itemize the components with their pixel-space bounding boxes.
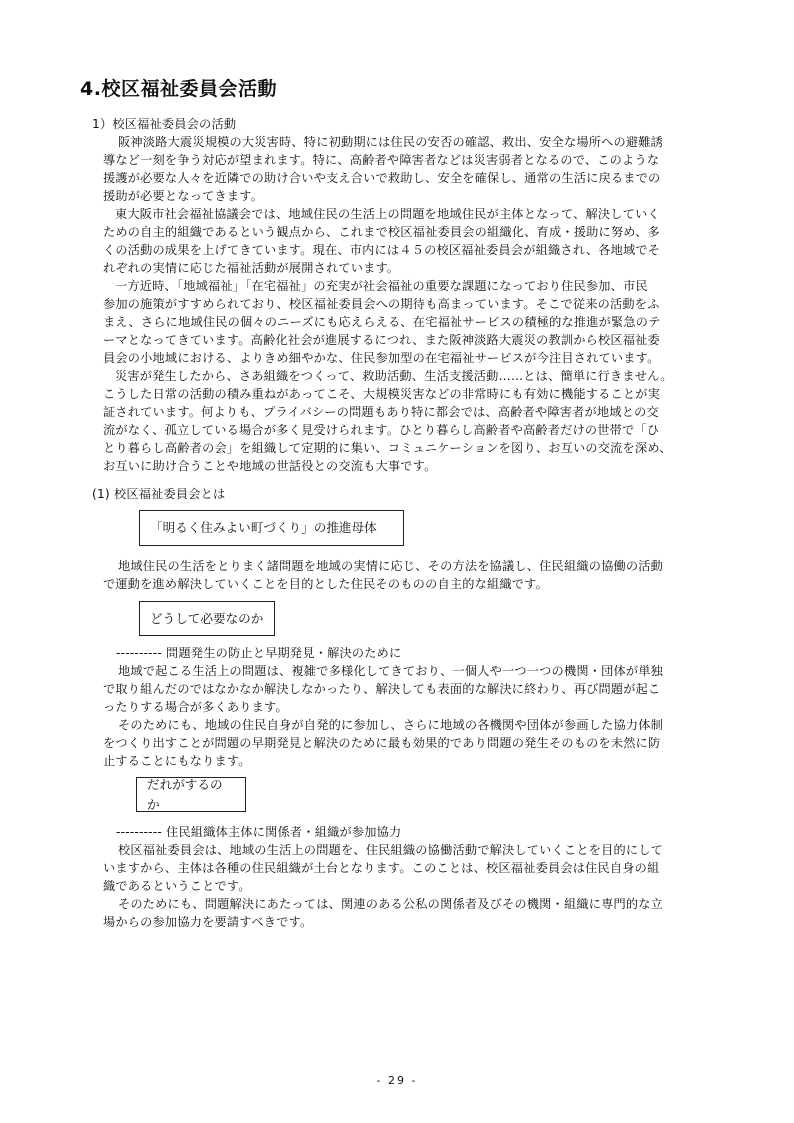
paragraph-line: ーマとなってきています。高齢化社会が進展するにつれ、また阪神淡路大震災の教訓から校区福祉委 bbox=[103, 333, 660, 347]
paragraph-line: まえ、さらに地域住民の個々のニーズにも応えらえる、在宅福祉サービスの積極的な推進が緊急のテ bbox=[103, 315, 661, 329]
paragraph-line: 阪神淡路大震災規模の大災害時、特に初動期には住民の安否の確認、救出、安全な場所への避難誘 bbox=[118, 135, 664, 149]
paragraph-line: 災害が発生したから、さあ組織をつくって、救助活動、生活支援活動……とは、簡単に行きません。 bbox=[115, 369, 673, 383]
paragraph-line: 校区福祉委員会は、地域の生活上の問題を、住民組織の協働活動で解決していくことを目的にして bbox=[118, 843, 664, 857]
paragraph-line: 地域で起こる生活上の問題は、複雑で多様化してきており、一個人や一つ一つの機関・団体が単独 bbox=[118, 664, 664, 678]
paragraph-line: いますから、主体は各種の住民組織が土台となります。このことは、校区福祉委員会は住民自身の組 bbox=[103, 861, 660, 875]
callout-label: 「明るく住みよい町づくり」の推進母体 bbox=[150, 520, 377, 535]
paragraph-line: 一方近時、「地域福祉」「在宅福祉」の充実が社会福祉の重要な課題になっており住民参加、市民 bbox=[115, 279, 648, 293]
paragraph-line: 参加の施策がすすめられており、校区福祉委員会への期待も高まっています。そこで従来の活動をふ bbox=[103, 297, 660, 311]
subsection-heading-activities: 1）校区福祉委員会の活動 bbox=[92, 117, 237, 131]
paragraph-line: 場からの参加協力を要請すべきです。 bbox=[103, 915, 313, 929]
paragraph-line: で運動を進め解決していくことを目的とした住民そのものの自主的な組織です。 bbox=[103, 577, 548, 591]
paragraph-line: 東大阪市社会福祉協議会では、地域住民の生活上の問題を地域住民が主体となって、解決していく bbox=[115, 207, 660, 221]
paragraph-line: 導など一刻を争う対応が望まれます。特に、高齢者や障害者などは災害弱者となるので、このような bbox=[103, 153, 660, 167]
paragraph-line: 織であるということです。 bbox=[103, 879, 251, 893]
paragraph-line: こうした日常の活動の積み重ねがあってこそ、大規模災害などの非常時にも有効に機能することが実 bbox=[103, 387, 661, 401]
paragraph-line: そのためにも、問題解決にあたっては、関連のある公私の関係者及びその機関・組織に専門的な立 bbox=[118, 897, 664, 911]
paragraph-line: で取り組んだのではなかなか解決しなかったり、解決しても表面的な解決に終わり、再び問題が起こ bbox=[103, 682, 661, 696]
paragraph-line: れぞれの実情に応じた福祉活動が展開されています。 bbox=[103, 261, 400, 275]
lead-line: ---------- 住民組織体主体に関係者・組織が参加協力 bbox=[116, 825, 402, 839]
lead-line: ---------- 問題発生の防止と早期発見・解決のために bbox=[116, 646, 402, 660]
paragraph-line: ったりする場合が多くあります。 bbox=[103, 700, 288, 714]
section-title: 4.校区福祉委員会活動 bbox=[80, 78, 277, 100]
paragraph-line: 地域住民の生活をとりまく諸問題を地域の実情に応じ、その方法を協議し、住民組織の協働の活動 bbox=[118, 559, 664, 573]
paragraph-line: 員会の小地域における、よりきめ細やかな、住民参加型の在宅福祉サービスが今注目されています。 bbox=[103, 351, 660, 365]
callout-label: どうして必要なのか bbox=[150, 610, 264, 626]
subsection-heading-what-is: (1) 校区福祉委員会とは bbox=[92, 487, 226, 501]
paragraph-line: くの活動の成果を上げてきています。現在、市内には４５の校区福祉委員会が組織され、各地域でそ bbox=[103, 243, 661, 257]
page-number: - 29 - bbox=[376, 1074, 418, 1087]
paragraph-line: 流がなく、孤立している場合が多く見受けられます。ひとり暮らし高齢者や高齢者だけの世帯で「ひ bbox=[103, 423, 660, 437]
paragraph-line: ための自主的組織であるという観点から、これまで校区福祉委員会の組織化、育成・援助に努め、多 bbox=[103, 225, 660, 239]
paragraph-line: をつくり出すことが問題の早期発見と解決のために最も効果的であり問題の発生そのものを未然に防 bbox=[103, 736, 661, 750]
paragraph-line: とり暮らし高齢者の会」を組織して定期的に集い、コミュニケーションを図り、お互いの交流を深め、 bbox=[103, 441, 672, 455]
callout-box-who bbox=[136, 777, 246, 812]
callout-label: だれがするのか bbox=[147, 776, 223, 812]
paragraph-line: お互いに助け合うことや地域の世話役との交流も大事です。 bbox=[103, 459, 437, 473]
callout-box-why-needed bbox=[139, 601, 275, 636]
paragraph-line: 止することにもなります。 bbox=[103, 754, 251, 768]
callout-box-mission bbox=[139, 510, 404, 546]
paragraph-line: 証されています。何よりも、プライバシーの問題もあり特に都会では、高齢者や障害者が地域との交 bbox=[103, 405, 659, 419]
paragraph-line: 援助が必要となってきます。 bbox=[103, 189, 264, 203]
paragraph-line: そのためにも、地域の住民自身が自発的に参加し、さらに地域の各機関や団体が参画した協力体制 bbox=[118, 718, 664, 732]
paragraph-line: 援護が必要な人々を近隣での助け合いや支え合いで救助し、安全を確保し、通常の生活に戻るまでの bbox=[103, 171, 661, 185]
